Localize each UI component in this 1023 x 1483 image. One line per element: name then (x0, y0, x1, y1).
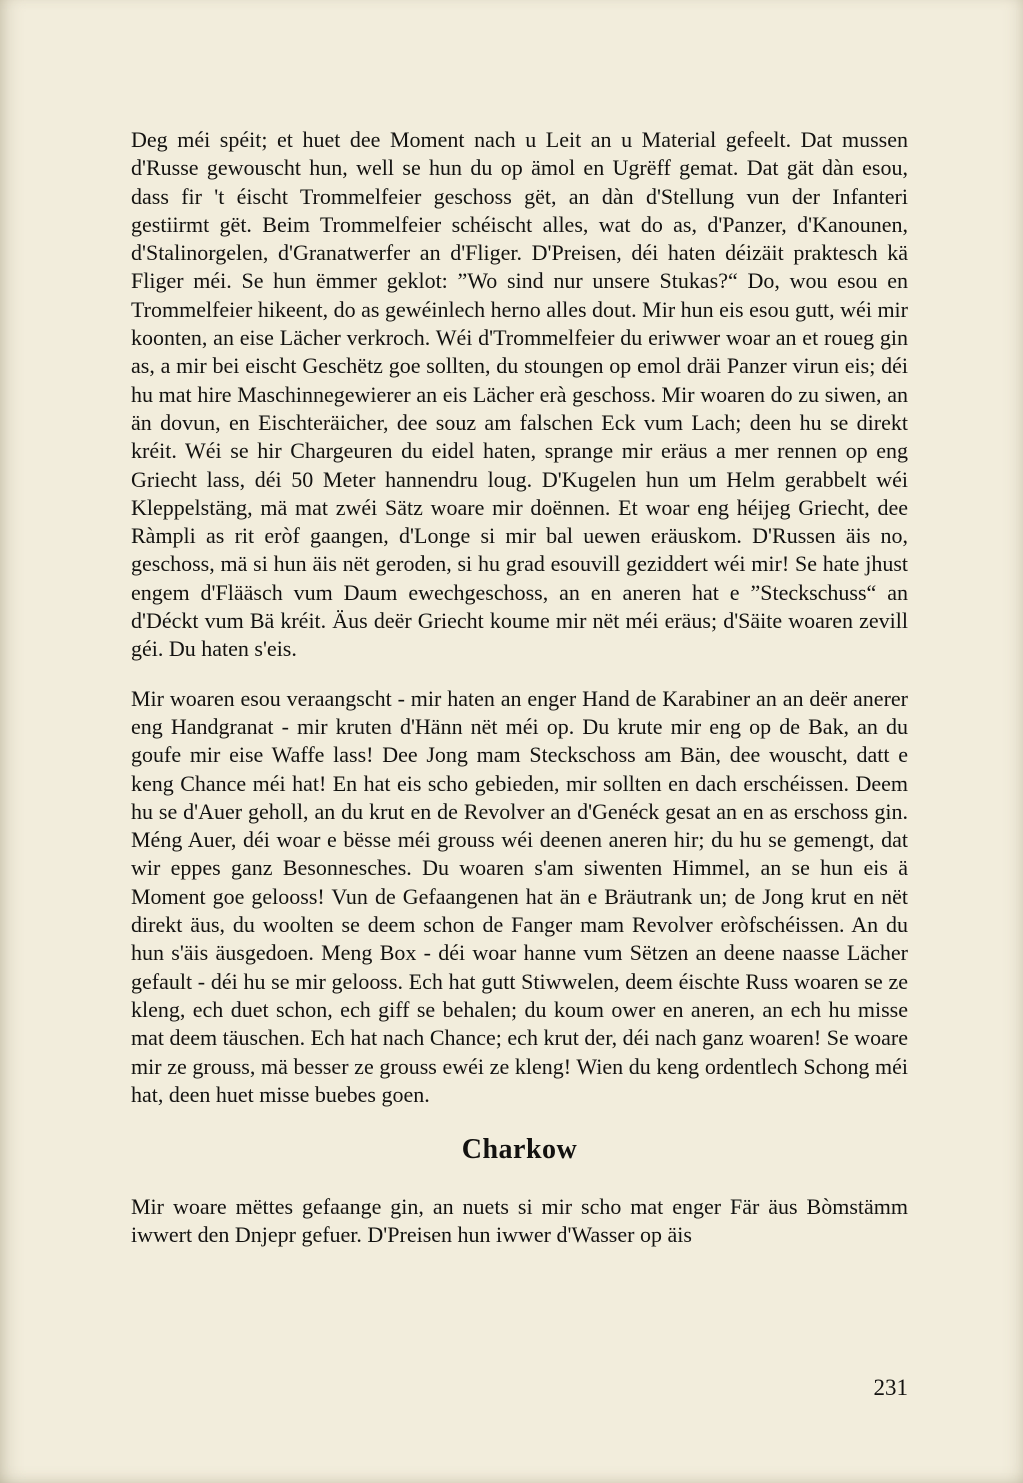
paragraph-1: Deg méi spéit; et huet dee Moment nach u Leit an u Material gefeelt. Dat mussen d'Russe gewouscht hun, well se hun du op ämol en Ugrëff gemat. Dat gät dàn esou, dass fir 't éischt Trommelfeier geschoss gët, an dàn d'Stellung vun der Infanteri gestiirmt gët. Beim Trommelfeier schéischt alles, wat do as, d'Panzer, d'Kanounen, d'Stalinorgelen, d'Granatwerfer an d'Fliger. D'Preisen, déi haten déizäit praktesch kä Fliger méi. Se hun ëmmer geklot: ”Wo sind nur unsere Stukas?“ Do, wou esou en Trommelfeier hikeent, do as gewéinlech herno alles dout. Mir hun eis esou gutt, wéi mir koonten, an eise Lächer verkroch. Wéi d'Trommelfeier du eriwwer woar an et roueg gin as, a mir bei eischt Geschëtz goe sollten, du stoungen op emol dräi Panzer virun eis; déi hu mat hire Maschinnegewierer an eis Lächer erà geschoss. Mir woaren do zu siwen, an än dovun, en Eischteräicher, dee souz am falschen Eck vum Lach; deen hu se direkt kréit. Wéi se hir Chargeuren du eidel haten, sprange mir eräus a mer rennen op eng Griecht lass, déi 50 Meter hannendru loug. D'Kugelen hun um Helm gerabbelt wéi Kleppelstäng, mä mat zwéi Sätz woare mir doënnen. Et woar eng héijeg Griecht, dee Ràmpli as rit eròf gaangen, d'Longe si mir bal uewen eräuskom. D'Russen äis no, geschoss, mä si hun äis nët geroden, si hu grad esouvill geziddert wéi mir! Se hate jhust engem d'Flääsch vum Daum ewechgeschoss, an en aneren hat e ”Steckschuss“ an d'Déckt vum Bä kréit. Äus deër Griecht koume mir nët méi eräus; d'Säite woaren zevill géi. Du haten s'eis. (131, 127, 908, 662)
page-number: 231 (873, 1375, 908, 1400)
paragraph-3: Mir woare mëttes gefaange gin, an nuets si mir scho mat enger Fär äus Bòmstämm iwwert den Dnjepr gefuer. D'Preisen hun iwwer d'Wasser op äis (131, 1194, 908, 1248)
paragraph-2: Mir woaren esou veraangscht - mir haten an enger Hand de Karabiner an an deër anerer eng Handgranat - mir kruten d'Hänn nët méi op. Du krute mir eng op de Bak, an du goufe mir eise Waffe lass! Dee Jong mam Steckschoss am Bän, dee wouscht, datt e keng Chance méi hat! En hat eis scho gebieden, mir sollten en dach erschéissen. Deem hu se d'Auer geholl, an du krut en de Revolver an d'Genéck gesat an en as erschoss gin. Méng Auer, déi woar e bësse méi grouss wéi deenen aneren hir; du hu se gemengt, dat wir eppes ganz Besonnesches. Du woaren s'am siwenten Himmel, an se hun eis ä Moment goe gelooss! Vun de Gefaangenen hat än e Bräutrank un; de Jong krut en nët direkt äus, du woolten se deem schon de Fanger mam Revolver eròfschéissen. An du hun s'äis äusgedoen. Meng Box - déi woar hanne vum Sëtzen an deene naasse Lächer gefault - déi hu se mir gelooss. Ech hat gutt Stiwwelen, deem éischte Russ woaren se ze kleng, ech duet schon, ech giff se behalen; du koum ower en aneren, an ech hu misse mat deem täuschen. Ech hat nach Chance; ech krut der, déi nach ganz woaren! Se woare mir ze grouss, mä besser ze grouss ewéi ze kleng! Wien du keng ordentlech Schong méi hat, deen huet misse buebes goen. (131, 685, 908, 1107)
chapter-heading: Charkow (461, 1134, 578, 1166)
text-column (131, 126, 908, 1250)
